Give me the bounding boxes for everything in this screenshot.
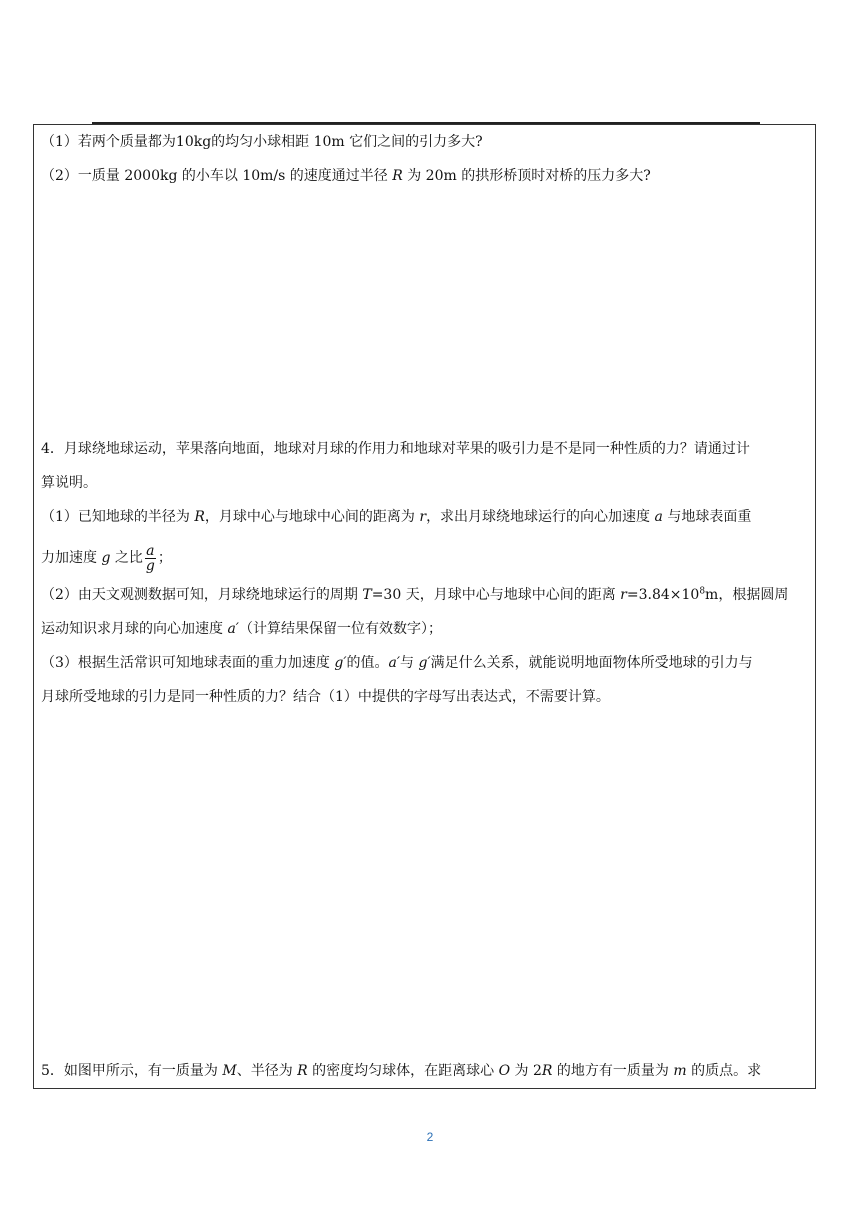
q4-part2-line1: （2）由天文观测数据可知，月球绕地球运行的周期 T=30 天，月球中心与地球中心间的距离 $r=3.84\times 10^8m$，根据圆周 <box>41 586 789 603</box>
q4-part3-line1: （3）根据生活常识可知地球表面的重力加速度 g′的值。a′与 g′满足什么关系，就能说明地面物体所受地球的引力与 <box>41 655 753 671</box>
ratio-fraction: $\frac{a}{g}$ <box>145 542 155 574</box>
q4-part3-line2: 月球所受地球的引力是同一种性质的力？结合（1）中提供的字母写出表达式，不需要计算。 <box>41 689 610 705</box>
answer-box <box>33 124 816 1089</box>
q3-part1: （1）若两个质量都为10kg的均匀小球相距 10m 它们之间的引力多大? <box>41 134 483 150</box>
q4-part1-line1: （1）已知地球的半径为 R，月球中心与地球中心间的距离为 r，求出月球绕地球运行的向心加速度 a 与地球表面重 <box>41 509 752 525</box>
q4-part1-line2: 力加速度 g 之比 $\frac{a}{g}$ ； <box>41 542 172 574</box>
q5-line1: 5．如图甲所示，有一质量为 M、半径为 R 的密度均匀球体，在距离球心 O 为 2R 的地方有一质量为 m 的质点。求 <box>41 1063 762 1079</box>
page-number: 2 <box>426 1130 434 1144</box>
q4-intro-line1: 4．月球绕地球运动，苹果落向地面，地球对月球的作用力和地球对苹果的吸引力是不是同一种性质的力？请通过计 <box>41 441 750 457</box>
q4-intro-line2: 算说明。 <box>41 475 97 491</box>
q4-part2-line2: 运动知识求月球的向心加速度 a′（计算结果保留一位有效数字）； <box>41 621 442 637</box>
q3-part2: （2）一质量 2000kg 的小车以 10m/s 的速度通过半径 R 为 20m 的拱形桥顶时对桥的压力多大? <box>41 168 651 184</box>
